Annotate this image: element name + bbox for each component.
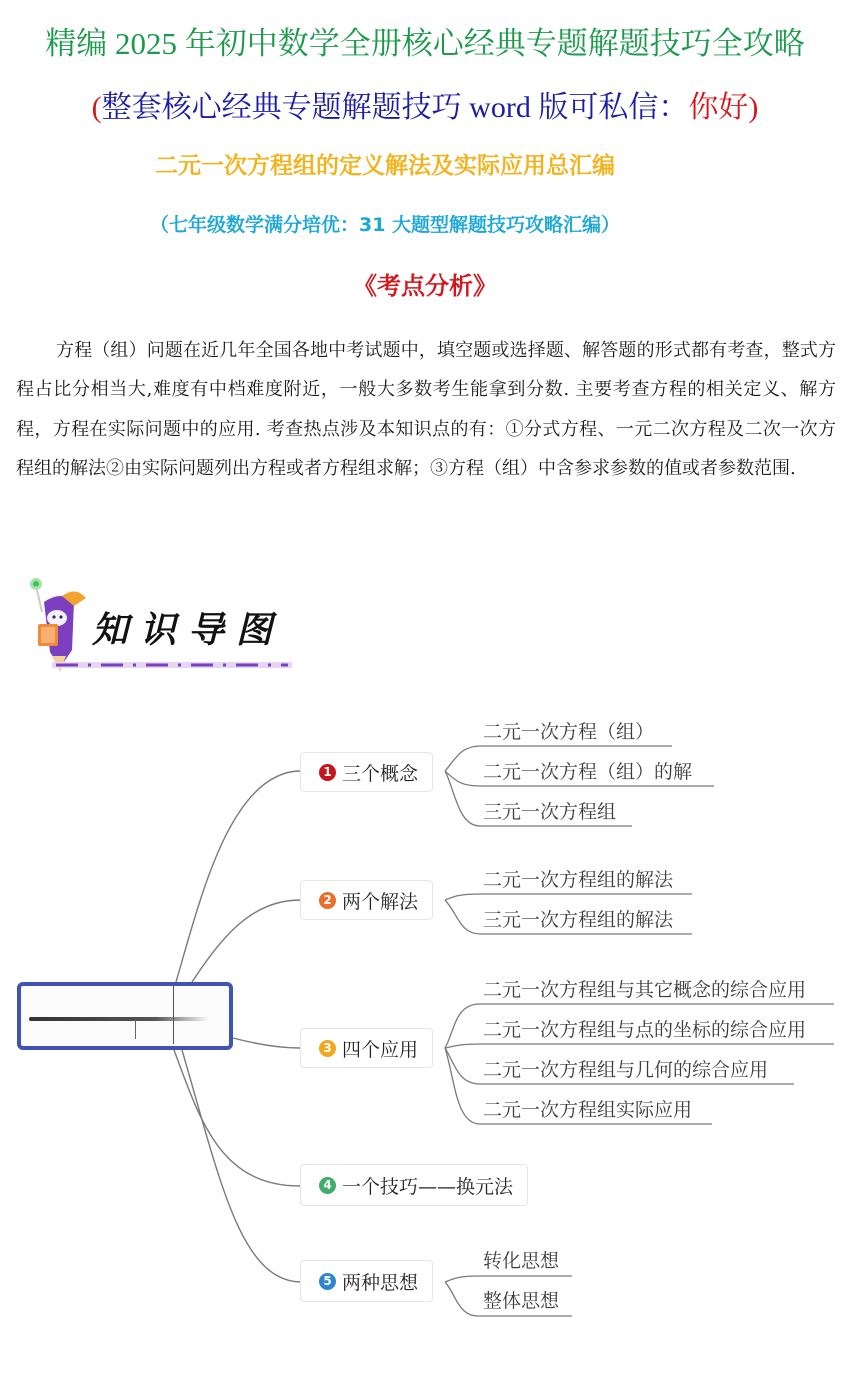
root-line-graphic [29,1017,209,1021]
close-paren: ) [748,91,759,124]
section-heading: 《考点分析》 [353,272,497,300]
leaf-item: 二元一次方程（组）的解 [483,761,693,783]
leaf-item: 二元一次方程组与点的坐标的综合应用 [483,1019,807,1041]
mind-map [0,700,850,1360]
leaf-item: 三元一次方程组的解法 [483,909,674,931]
analysis-paragraph: 方程（组）问题在近几年全国各地中考试题中，填空题或选择题、解答题的形式都有考查，整式方程占比分相当大,难度有中档难度附近，一般大多数考生能拿到分数. 主要考查方程的相关定义、解方程，方程在实际问题中的应用. 考查热点涉及本知识点的有：①分式方程、一元二次方程及二次一次方程组的解法②由实际问题列出方程或者方程组求解；③方程（组）中含参求参数的值或者参数范围. [16,340,836,479]
number-badge-icon: 2 [319,892,336,909]
branch-one-technique [300,1164,528,1206]
leaf-item: 二元一次方程组实际应用 [483,1099,693,1121]
branch-label: 两种思想 [342,1271,419,1294]
leaf-item: 三元一次方程组 [483,801,617,823]
mind-map-root-node [17,982,233,1050]
leaf-item: 二元一次方程组与其它概念的综合应用 [483,979,807,1001]
leaf-item: 二元一次方程组与几何的综合应用 [483,1059,769,1081]
leaf-item: 转化思想 [483,1250,560,1272]
number-badge-icon: 5 [319,1273,336,1290]
subtitle-hello: 你好 [688,91,749,124]
document-subtitle [0,82,850,126]
series-heading: （七年级数学满分培优：31 大题型解题技巧攻略汇编） [149,214,621,236]
root-tick [135,1019,136,1039]
branch-label: 一个技巧——换元法 [342,1175,514,1198]
root-tick [173,986,174,1044]
topic-heading: 二元一次方程组的定义解法及实际应用总汇编 [155,153,615,179]
document-title: 精编 2025 年初中数学全册核心经典专题解题技巧全攻略 [45,26,805,61]
dashed-underline-decoration [52,660,292,670]
knowledge-map-logo [14,572,289,677]
leaf-item: 二元一次方程（组） [483,721,655,743]
branch-four-applications [300,1028,433,1068]
branch-three-concepts [300,752,433,792]
number-badge-icon: 1 [319,764,336,781]
number-badge-icon: 3 [319,1040,336,1057]
knowledge-map-title: 知识导图 [92,609,285,651]
branch-label: 四个应用 [342,1038,419,1061]
branch-label: 三个概念 [342,762,419,785]
subtitle-text: 整套核心经典专题解题技巧 word 版可私信： [101,91,689,124]
number-badge-icon: 4 [319,1177,336,1194]
open-paren: ( [91,91,102,124]
leaf-item: 二元一次方程组的解法 [483,869,674,891]
branch-two-methods [300,880,433,920]
branch-label: 两个解法 [342,890,419,913]
branch-two-ideas [300,1260,433,1302]
leaf-item: 整体思想 [483,1290,560,1312]
